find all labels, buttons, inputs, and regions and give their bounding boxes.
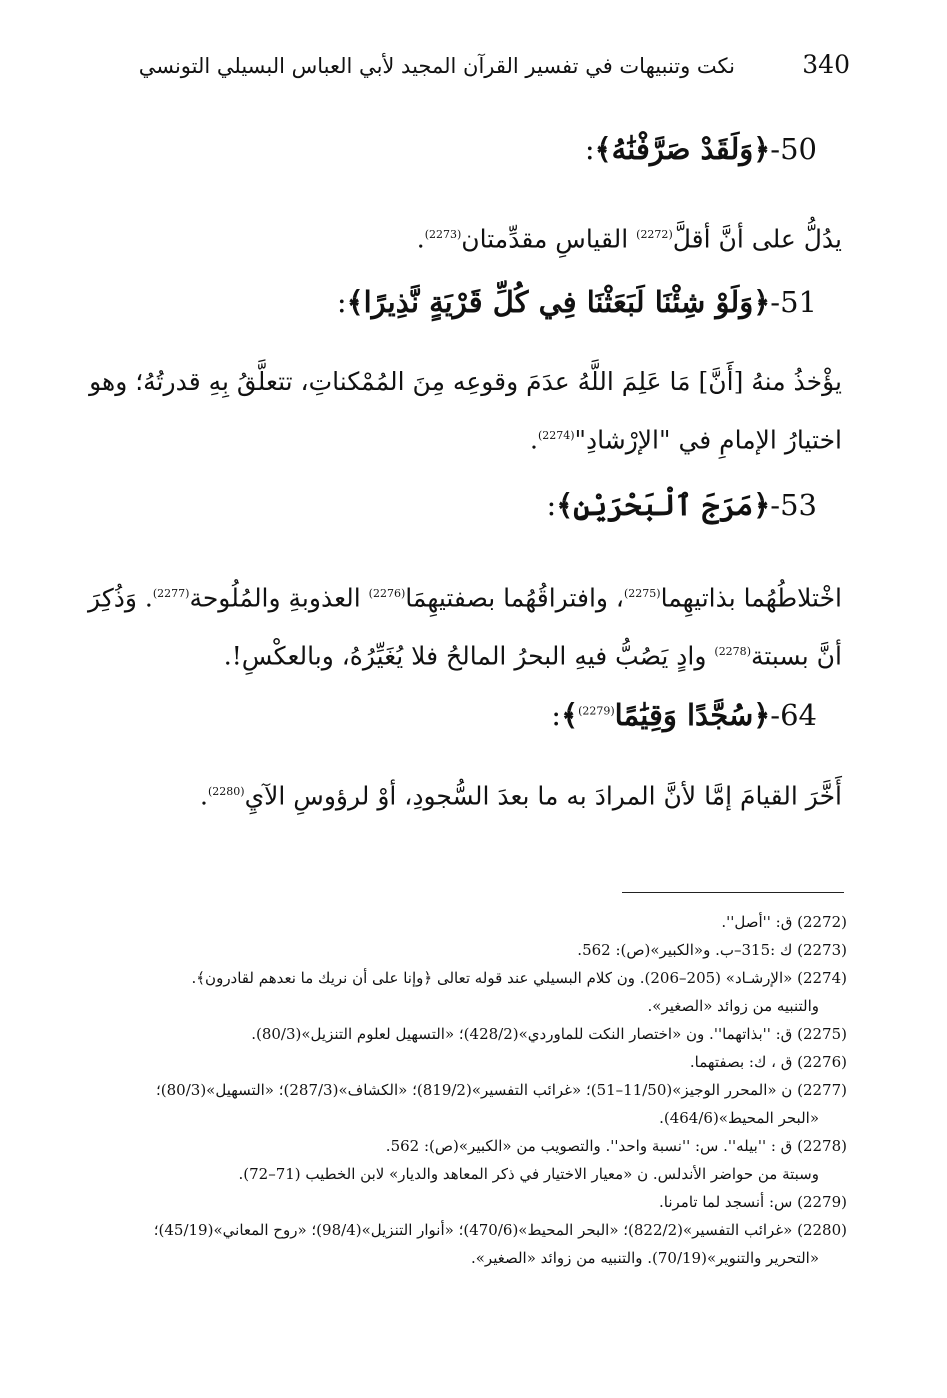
footnote-ref: (2272) <box>636 228 673 241</box>
heading-colon: : <box>546 488 557 522</box>
footnote-2278-continued: وسبتة من حواضر الأندلس. ن «معيار الاختيار في ذكر المعاهد والديار» لابن الخطيب (71–72). <box>238 1165 819 1183</box>
footnote-2278: (2278) ق : ''بيله''. س: ''نسبة واحد''. والتصويب من «الكبير»(ص): 562. <box>385 1137 847 1155</box>
footnote-2277-continued: «البحر المحيط»(464/6). <box>659 1109 819 1127</box>
commentary-text: . <box>529 425 538 455</box>
commentary-text: يدُلُّ على أنَّ أقلَّ <box>672 224 842 254</box>
page-number: 340 <box>802 50 850 79</box>
commentary-text: يؤْخذُ منهُ [أَنَّ] مَا عَلِمَ اللَّهُ عدَمَ وقوعِه مِنَ المُمْكناتِ، تتعلَّقُ بِهِ قدرتُهُ؛ وهو اختيارُ الإمامِ في "الإرْشادِ" <box>89 367 842 455</box>
footnote-ref: (2279) <box>578 704 615 718</box>
commentary-text: العذوبةِ والمُلُوحة <box>189 583 369 613</box>
footnote-ref: (2276) <box>368 587 406 600</box>
commentary-text: اخْتلاطُهُما بذاتيهِما <box>660 583 842 613</box>
commentary-53 <box>75 567 842 684</box>
heading-colon: : <box>336 285 347 319</box>
verse-heading-50 <box>585 132 817 166</box>
footnote-ref: (2273) <box>424 228 462 241</box>
commentary-text: ، وافتراقُهُما بصفتيهِمَا <box>405 583 624 613</box>
heading-colon: : <box>584 132 595 166</box>
verse-text: ﴿سُجَّدًا وَقِيَٰمًا <box>614 698 771 732</box>
heading-colon: : <box>551 698 562 732</box>
footnote-2280: (2280) «غرائب التفسير»(822/2)؛ «البحر المحيط»(470/6)؛ «أنوار التنزيل»(98/4)؛ «روح المعاني»(45/19)؛ <box>153 1221 847 1239</box>
footnote-2277: (2277) ن «المحرر الوجيز»(11/50–51)؛ «غرائب التفسير»(819/2)؛ «الكشاف»(287/3)؛ «التسهيل»(80/3)؛ <box>156 1081 847 1099</box>
verse-heading-64 <box>551 698 817 732</box>
verse-close-bracket: ﴾ <box>561 698 579 732</box>
verse-heading-51 <box>337 285 817 319</box>
footnote-2273: (2273) ك :315–ب. و«الكبير»(ص): 562. <box>577 941 847 959</box>
commentary-text: أَخَّرَ القيامَ إمَّا لأنَّ المرادَ به ما بعدَ السُّجودِ، أوْ لرؤوسِ الآيِ <box>244 781 842 811</box>
footnote-separator <box>622 892 844 893</box>
footnote-ref: (2274) <box>537 429 575 442</box>
verse-text: ﴿مَرَجَ ٱلْبَحْرَيْنِ﴾ <box>556 488 771 522</box>
commentary-text: . <box>200 781 208 811</box>
verse-number: 64- <box>770 698 817 732</box>
verse-number: 50- <box>770 132 817 166</box>
footnote-2275: (2275) ق: ''بذاتهما''. ون «اختصار النكت للماوردي»(428/2)؛ «التسهيل لعلوم التنزيل»(80/3). <box>251 1025 847 1043</box>
footnote-2279: (2279) س: أنسجد لما تامرنا. <box>659 1193 847 1211</box>
footnote-ref: (2277) <box>152 587 190 600</box>
commentary-64 <box>75 765 842 823</box>
commentary-50 <box>75 208 842 266</box>
footnote-2280-continued: «التحرير والتنوير»(70/19). والتنبيه من زوائد «الصغير». <box>470 1249 819 1267</box>
footnote-ref: (2278) <box>714 645 751 659</box>
footnote-ref: (2275) <box>623 587 661 600</box>
verse-number: 53- <box>770 488 817 522</box>
footnote-ref: (2280) <box>207 785 245 798</box>
footnote-2274-continued: والتنبيه من زوائد «الصغير». <box>647 997 819 1015</box>
commentary-text: القياسِ مقدِّمتان <box>461 224 637 254</box>
footnote-2272: (2272) ق: ''أصل''. <box>721 913 847 931</box>
page-header <box>138 50 850 90</box>
verse-text: ﴿وَلَوْ شِئْنَا لَبَعَثْنَا فِي كُلِّ قَرْيَةٍ نَّذِيرًا﴾ <box>346 285 771 319</box>
commentary-51 <box>75 355 842 467</box>
verse-number: 51- <box>770 285 817 319</box>
commentary-text: . وَذُكِرَ أنَّ بسبتة <box>88 583 842 671</box>
commentary-text: . <box>416 224 425 254</box>
footnote-2274: (2274) «الإرشـاد» (205–206). ون كلام البسيلي عند قوله تعالى ﴿وإنا على أن نريك ما نعدهم لقادرون﴾. <box>191 969 847 987</box>
footnotes <box>75 908 847 1272</box>
footnote-2276: (2276) ق ، ك: بصفتهما. <box>689 1053 847 1071</box>
verse-text: ﴿وَلَقَدْ صَرَّفْنَٰهُ﴾ <box>594 132 771 166</box>
commentary-text: وادٍ يَصُبُّ فيهِ البحرُ المالحُ فلا يُغَيِّرُهُ، وبالعكْسِ!. <box>223 641 715 671</box>
verse-heading-53 <box>546 488 817 522</box>
running-title: نكت وتنبيهات في تفسير القرآن المجيد لأبي العباس البسيلي التونسي <box>138 54 735 78</box>
